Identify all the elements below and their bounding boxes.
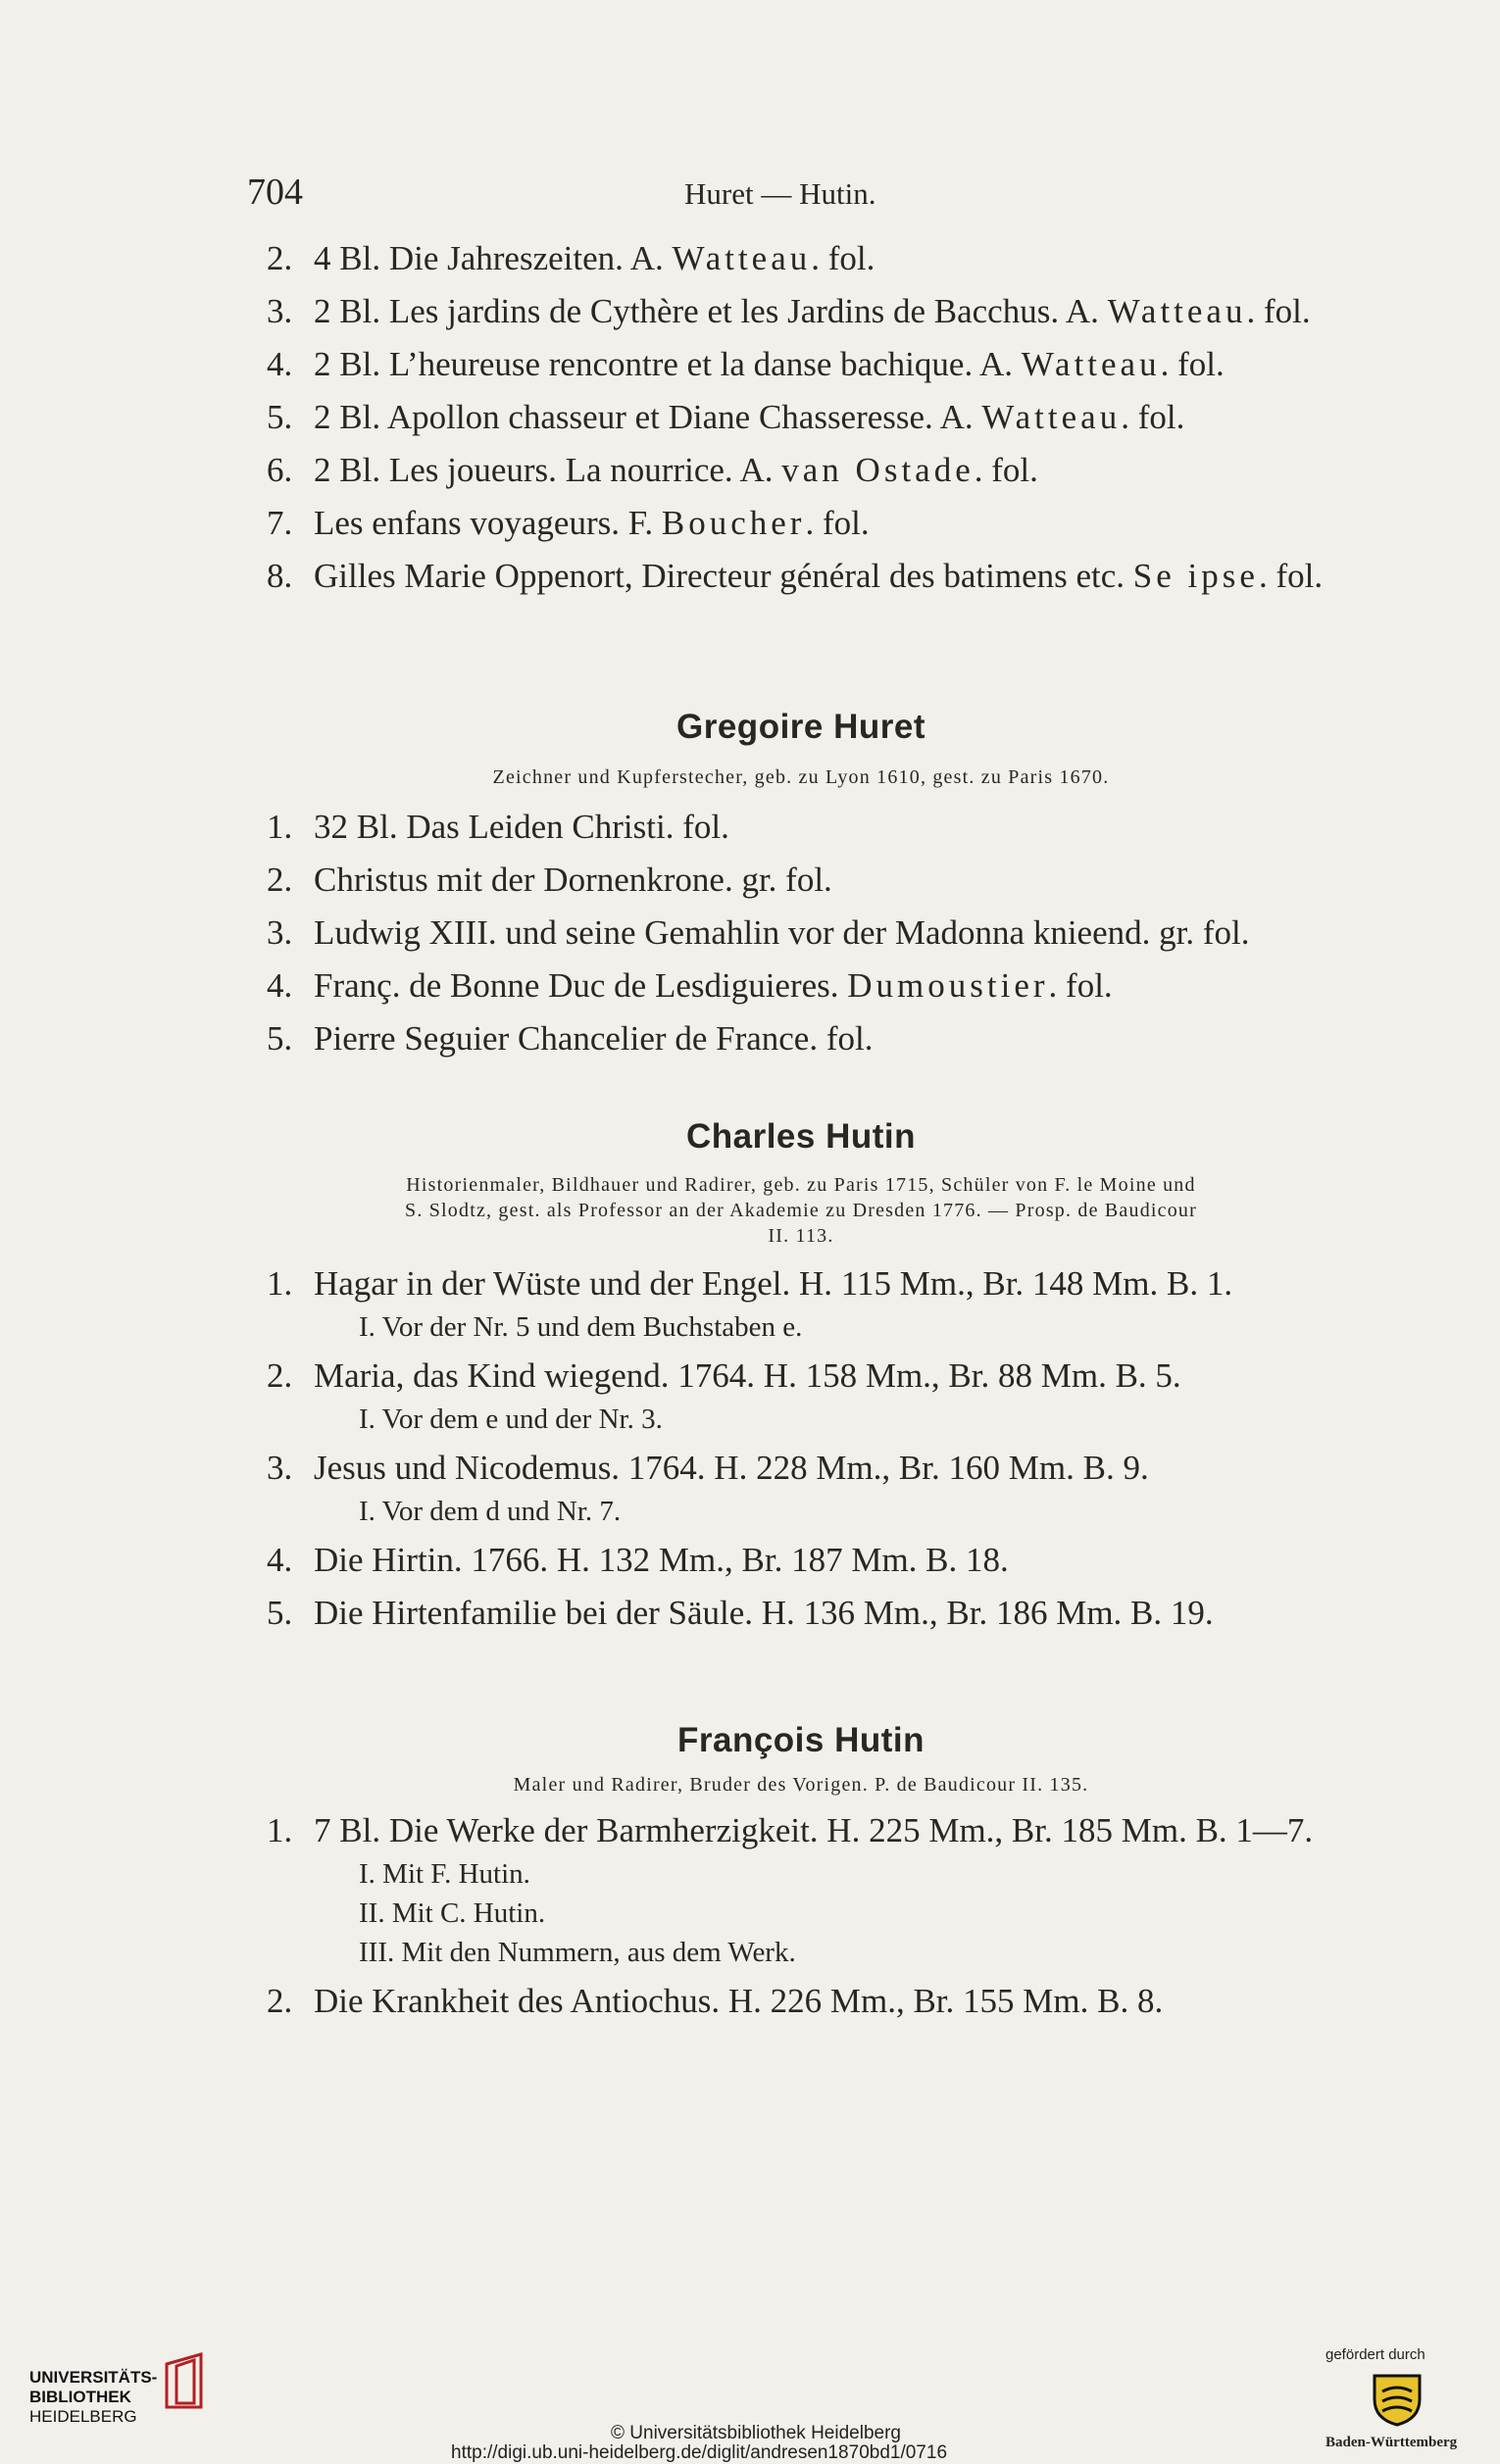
entry-text-part: Les enfans voyageurs. F.: [314, 504, 662, 542]
section-charles-hutin: [267, 1117, 1335, 1643]
state-note: I. Vor dem d und Nr. 7.: [359, 1496, 622, 1527]
entry-text-part: . fol.: [805, 504, 870, 542]
entry-text-part: . fol.: [1258, 557, 1324, 595]
section-francois-hutin: [267, 1721, 1335, 2031]
section-title: Gregoire Huret: [676, 708, 925, 746]
entry-text: [314, 1260, 1335, 1307]
entry-number: 2.: [267, 239, 293, 277]
entry-number: 5.: [267, 398, 293, 436]
entry-text: [314, 341, 1335, 388]
entry-number: 3.: [267, 913, 293, 952]
artist-name: van Ostade: [781, 451, 975, 489]
entry-text: [314, 1537, 1335, 1584]
entry-text: [314, 1590, 1335, 1637]
entry-text-part: Hagar in der Wüste und der Engel. H. 115 Mm., Br. 148 Mm. B. 1.: [314, 1264, 1233, 1303]
entry-text: [314, 1353, 1335, 1400]
catalogue-entry: [267, 1260, 1335, 1307]
catalogue-entry: [267, 1537, 1335, 1584]
state-note: III. Mit den Nummern, aus dem Werk.: [359, 1937, 796, 1968]
entry-text-part: 2 Bl. L’heureuse rencontre et la danse bachique. A.: [314, 345, 1022, 383]
catalogue-entry: [267, 553, 1335, 600]
entry-list: [267, 1807, 1335, 2031]
catalogue-entry: [267, 341, 1335, 388]
entry-number: 3.: [267, 292, 293, 330]
artist-name: Dumoustier: [847, 966, 1049, 1005]
section-gregoire-huret: [267, 708, 1335, 1068]
page-number: 704: [247, 172, 303, 213]
state-note: I. Vor dem e und der Nr. 3.: [359, 1404, 663, 1435]
permalink[interactable]: http://digi.ub.uni-heidelberg.de/diglit/andresen1870bd1/0716: [451, 2442, 948, 2463]
entry-text-part: 4 Bl. Die Jahreszeiten. A.: [314, 239, 673, 277]
entry-list: [267, 1260, 1335, 1643]
section-title: Charles Hutin: [685, 1117, 917, 1156]
entry-text: [314, 804, 1335, 851]
entry-number: 3.: [267, 1449, 293, 1487]
catalogue-entry: [267, 1978, 1335, 2025]
section-title: François Hutin: [676, 1721, 925, 1759]
entry-text-part: 32 Bl. Das Leiden Christi. fol.: [314, 808, 729, 846]
artist-name: Watteau: [981, 398, 1122, 436]
baden-wuerttemberg-crest-icon: [1371, 2370, 1424, 2427]
artist-name: Watteau: [1107, 292, 1247, 330]
entry-number: 4.: [267, 966, 293, 1005]
funded-by-label: gefördert durch: [1325, 2346, 1425, 2363]
state-note: I. Vor der Nr. 5 und dem Buchstaben e.: [359, 1311, 803, 1343]
catalogue-entry: [267, 1590, 1335, 1637]
entry-text: [314, 394, 1335, 441]
entry-text-part: Die Krankheit des Antiochus. H. 226 Mm., Br. 155 Mm. B. 8.: [314, 1982, 1164, 2020]
state-note: II. Mit C. Hutin.: [359, 1897, 546, 1929]
funder-name: Baden-Württemberg: [1325, 2435, 1458, 2450]
artist-name: Watteau: [672, 239, 812, 277]
digitization-footer: [0, 2307, 1500, 2463]
entry-number: 7.: [267, 504, 293, 542]
entry-text: [314, 1978, 1335, 2025]
artist-name: Boucher: [661, 504, 806, 542]
catalogue-entry: [267, 500, 1335, 547]
entry-number: 4.: [267, 345, 293, 383]
entry-text-part: Die Hirtin. 1766. H. 132 Mm., Br. 187 Mm. B. 18.: [314, 1541, 1009, 1579]
entry-list: [267, 235, 1335, 606]
entry-list: [267, 804, 1335, 1068]
artist-name: Watteau: [1021, 345, 1161, 383]
entry-number: 2.: [267, 1982, 293, 2020]
entry-text-part: . fol.: [811, 239, 875, 277]
library-name: [29, 2368, 157, 2427]
artist-bio-line: II. 113.: [768, 1225, 834, 1247]
entry-text-part: Christus mit der Dornenkrone. gr. fol.: [314, 861, 832, 899]
artist-name: Se ipse: [1132, 557, 1259, 595]
entry-text-part: . fol.: [1048, 966, 1113, 1005]
catalogue-entry: [267, 235, 1335, 282]
entry-text: [314, 857, 1335, 904]
library-line-3: HEIDELBERG: [29, 2407, 137, 2426]
entry-text-part: 2 Bl. Les joueurs. La nourrice. A.: [314, 451, 782, 489]
entry-text: [314, 288, 1335, 335]
running-header: [247, 171, 1325, 220]
entry-number: 4.: [267, 1541, 293, 1579]
entry-number: 1.: [267, 808, 293, 846]
entry-number: 2.: [267, 861, 293, 899]
entry-text-part: Pierre Seguier Chancelier de France. fol.: [314, 1019, 874, 1058]
entry-number: 1.: [267, 1264, 293, 1303]
catalogue-entry: [267, 288, 1335, 335]
entry-text-part: . fol.: [1160, 345, 1225, 383]
catalogue-entry: [267, 447, 1335, 494]
entry-number: 8.: [267, 557, 293, 595]
catalogue-entry: [267, 1015, 1335, 1062]
artist-bio: Zeichner und Kupferstecher, geb. zu Lyon 1610, gest. zu Paris 1670.: [492, 766, 1110, 788]
entry-text: [314, 235, 1335, 282]
catalogue-entry: [267, 962, 1335, 1010]
entry-text: [314, 553, 1335, 600]
entry-text-part: Maria, das Kind wiegend. 1764. H. 158 Mm., Br. 88 Mm. B. 5.: [314, 1356, 1181, 1395]
entry-text-part: 2 Bl. Apollon chasseur et Diane Chasseresse. A.: [314, 398, 982, 436]
entry-number: 6.: [267, 451, 293, 489]
entry-text: [314, 910, 1335, 957]
entry-number: 2.: [267, 1356, 293, 1395]
entry-number: 5.: [267, 1594, 293, 1632]
copyright-notice: © Universitätsbibliothek Heidelberg: [611, 2423, 901, 2443]
catalogue-entry: [267, 394, 1335, 441]
entry-text: [314, 1445, 1335, 1492]
entry-number: 1.: [267, 1811, 293, 1849]
artist-bio: Maler und Radirer, Bruder des Vorigen. P. de Baudicour II. 135.: [513, 1774, 1089, 1796]
entry-text: [314, 962, 1335, 1010]
catalogue-entry: [267, 804, 1335, 851]
entry-text-part: . fol.: [1246, 292, 1311, 330]
entry-text: [314, 500, 1335, 547]
entry-text-part: Jesus und Nicodemus. 1764. H. 228 Mm., Br. 160 Mm. B. 9.: [314, 1449, 1149, 1487]
library-line-2: BIBLIOTHEK: [29, 2388, 131, 2406]
catalogue-entry: [267, 910, 1335, 957]
library-line-1: UNIVERSITÄTS-: [29, 2368, 158, 2387]
artist-bio-line: Historienmaler, Bildhauer und Radirer, geb. zu Paris 1715, Schüler von F. le Moine und: [406, 1174, 1196, 1196]
entry-text-part: 2 Bl. Les jardins de Cythère et les Jardins de Bacchus. A.: [314, 292, 1108, 330]
entry-text-part: Die Hirtenfamilie bei der Säule. H. 136 Mm., Br. 186 Mm. B. 19.: [314, 1594, 1214, 1632]
entry-text: [314, 1807, 1335, 1854]
catalogue-entry: [267, 1353, 1335, 1400]
running-title: Huret — Hutin.: [684, 176, 876, 211]
catalogue-entry: [267, 1807, 1335, 1854]
entry-text-part: Ludwig XIII. und seine Gemahlin vor der Madonna knieend. gr. fol.: [314, 913, 1250, 952]
catalogue-entry: [267, 1445, 1335, 1492]
state-note: I. Mit F. Hutin.: [359, 1858, 530, 1890]
entry-text: [314, 1015, 1335, 1062]
entry-text-part: 7 Bl. Die Werke der Barmherzigkeit. H. 225 Mm., Br. 185 Mm. B. 1—7.: [314, 1811, 1314, 1849]
artist-bio-line: S. Slodtz, gest. als Professor an der Akademie zu Dresden 1776. — Prosp. de Baudicour: [405, 1200, 1197, 1221]
entry-number: 5.: [267, 1019, 293, 1058]
entry-text: [314, 447, 1335, 494]
catalogue-entry: [267, 857, 1335, 904]
entry-text-part: . fol.: [974, 451, 1038, 489]
entry-text-part: Gilles Marie Oppenort, Directeur général des batimens etc.: [314, 557, 1133, 595]
entry-text-part: Franç. de Bonne Duc de Lesdiguieres.: [314, 966, 848, 1005]
entry-text-part: . fol.: [1121, 398, 1185, 436]
